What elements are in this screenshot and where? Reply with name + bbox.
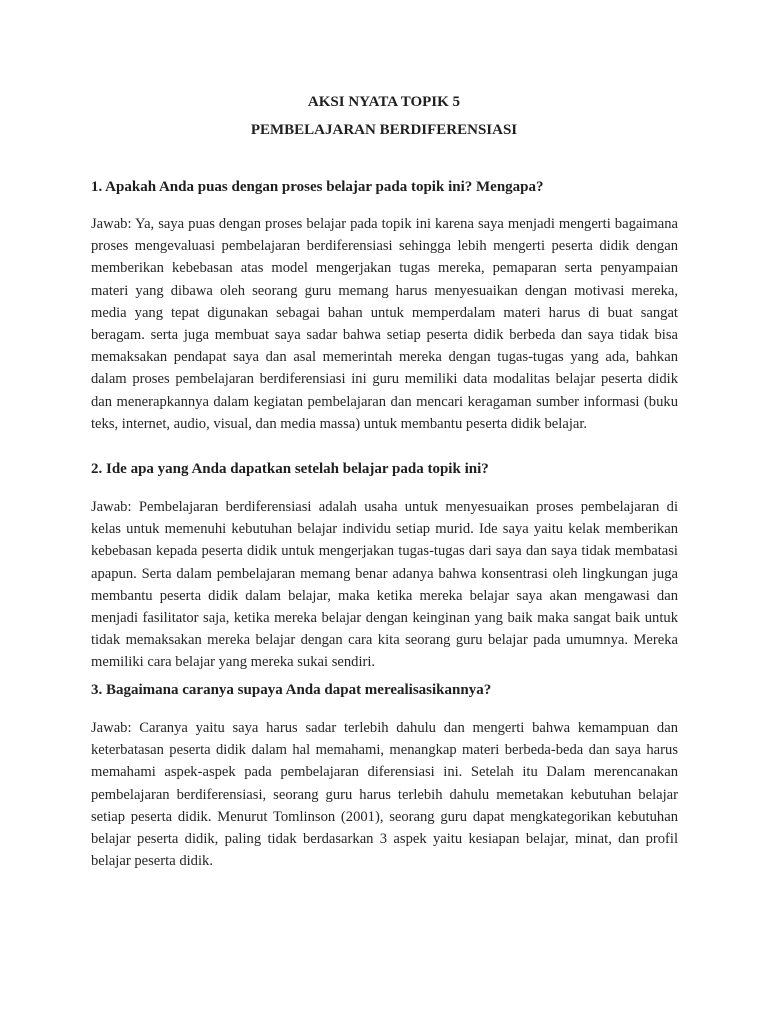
document-title: AKSI NYATA TOPIK 5 (307, 94, 461, 110)
answer-2: Jawab: Pembelajaran berdiferensiasi adalah usaha untuk menyesuaikan proses pembelajaran di kelas untuk memenuhi kebutuhan belajar individu setiap murid. Ide saya yaitu kelak memberikan kebebasan kepada peserta didik untuk mengerjakan tugas-tugas dari saya dan saya tidak membatasi apapun. Serta dalam pembelajaran memang benar adanya bahwa konsentrasi oleh lingkungan juga membantu peserta didik dalam belajar, maka ketika mereka belajar saya akan mengawasi dan menjadi fasilitator saja, ketika mereka belajar dengan keinginan yang baik maka sangat baik untuk tidak memaksakan mereka belajar dengan cara kita seorang guru belajar pada umumnya. Mereka memiliki cara belajar yang mereka sukai sendiri. (91, 499, 678, 671)
answer-1: Jawab: Ya, saya puas dengan proses belajar pada topik ini karena saya menjadi mengerti bagaimana proses mengevaluasi pembelajaran berdiferensiasi sehingga lebih mengerti peserta didik dengan memberikan kebebasan atas model mengerjakan tugas mereka, pemaparan serta penyampaian materi yang dibawa oleh seorang guru memang harus menyesuaikan dengan motivasi mereka, media yang tepat digunakan sebagai bahan untuk memperdalam materi harus di buat sangat beragam. serta juga membuat saya sadar bahwa setiap peserta didik berbeda dan saya tidak bisa memaksakan pendapat saya dan asal memerintah mereka dengan tugas-tugas yang ada, bahkan dalam proses pembelajaran berdiferensiasi ini guru memiliki data modalitas belajar peserta didik dan menerapkannya dalam kegiatan pembelajaran dan mencari keragaman sumber informasi (buku teks, internet, audio, visual, dan media massa) untuk membantu peserta didik belajar. (91, 216, 678, 432)
document-subtitle: PEMBELAJARAN BERDIFERENSIASI (250, 122, 518, 138)
question-2: 2. Ide apa yang Anda dapatkan setelah belajar pada topik ini? (91, 461, 489, 477)
question-1: 1. Apakah Anda puas dengan proses belajar pada topik ini? Mengapa? (91, 179, 544, 195)
answer-3: Jawab: Caranya yaitu saya harus sadar terlebih dahulu dan mengerti bahwa kemampuan dan keterbatasan peserta didik dalam hal memahami, menangkap materi berbeda-beda dan saya harus memahami aspek-aspek pada pembelajaran diferensiasi ini. Setelah itu Dalam merencanakan pembelajaran berdiferensiasi, seorang guru harus terlebih dahulu memetakan kebutuhan belajar setiap peserta didik. Menurut Tomlinson (2001), seorang guru dapat mengkategorikan kebutuhan belajar peserta didik, paling tidak berdasarkan 3 aspek yaitu kesiapan belajar, minat, dan profil belajar peserta didik. (91, 720, 678, 870)
question-3: 3. Bagaimana caranya supaya Anda dapat merealisasikannya? (91, 682, 492, 698)
